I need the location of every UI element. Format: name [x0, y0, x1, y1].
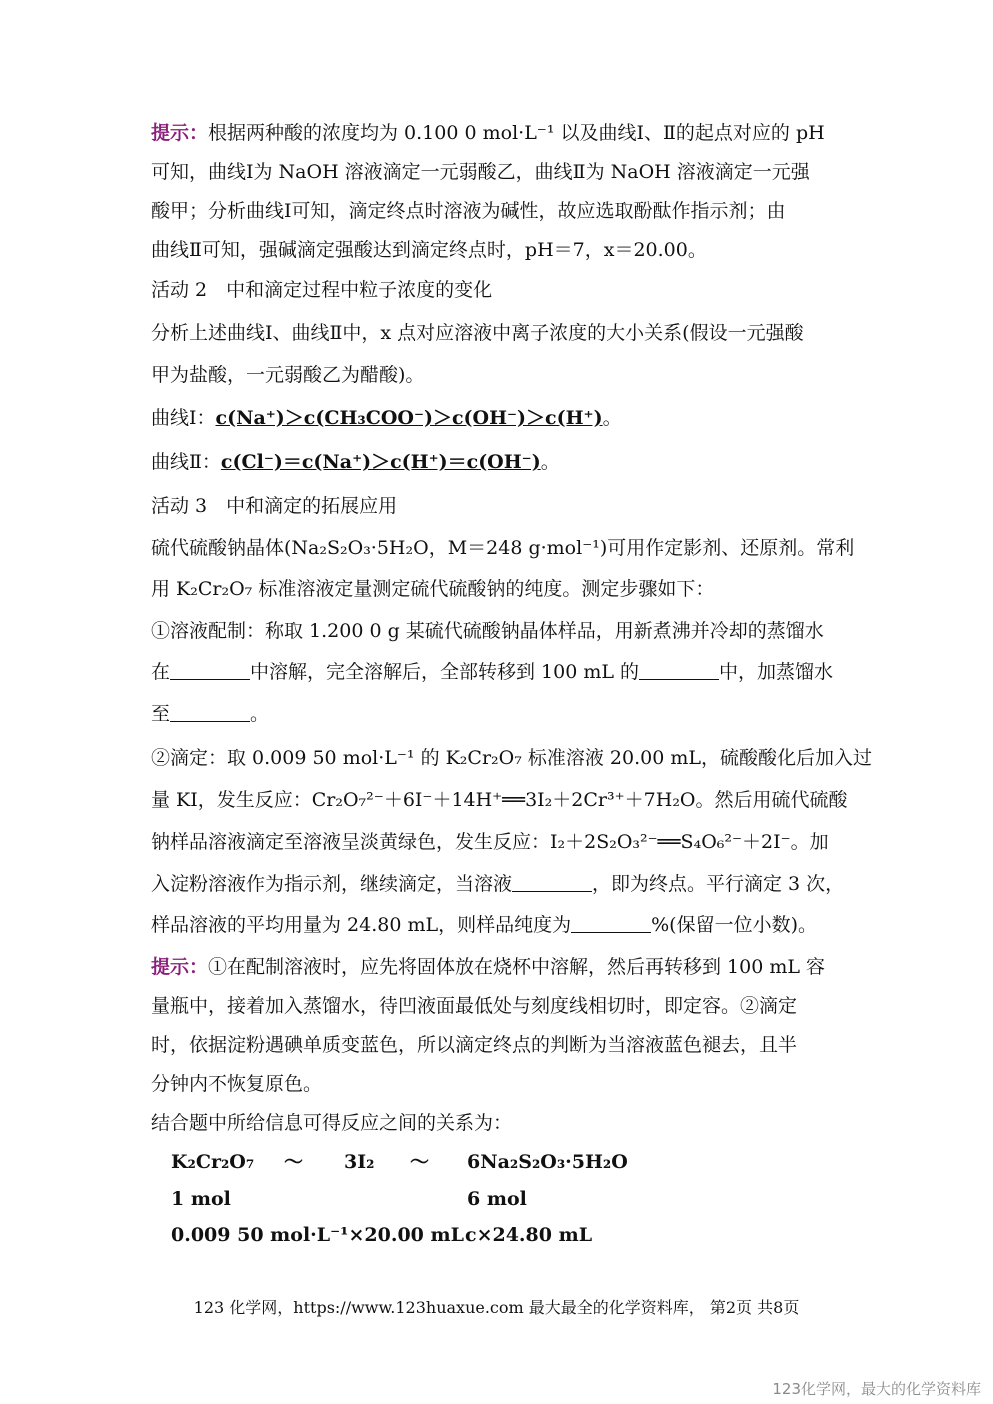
activity3-line-3: ①溶液配制：称取 1.200 0 g 某硫代硫酸钠晶体样品，用新煮沸并冷却的蒸馏水	[151, 620, 824, 642]
hint1-line-1	[151, 120, 851, 146]
hint2-line-1	[151, 954, 851, 980]
line4-b: 中溶解，完全溶解后，全部转移到 100 mL 的	[250, 661, 640, 683]
curve2-label: 曲线Ⅱ：	[151, 451, 221, 473]
relation-k2cr2o7: K₂Cr₂O₇	[171, 1151, 255, 1173]
answer-blank-2	[639, 661, 719, 680]
relation-tilde-1: ～	[284, 1151, 304, 1173]
hint2-label: 提示：	[151, 956, 209, 978]
activity3-line-7: 量 KI，发生反应：Cr₂O₇²⁻＋6I⁻＋14H⁺══3I₂＋2Cr³⁺＋7H₂O。然后用硫代硫酸	[151, 789, 848, 811]
activity3-line-4	[151, 659, 851, 685]
activity3-line-5	[151, 701, 851, 727]
watermark: 123化学网，最大的化学资料库	[772, 1380, 981, 1398]
activity3-line-8: 钠样品溶液滴定至溶液呈淡黄绿色，发生反应：I₂＋2S₂O₃²⁻══S₄O₆²⁻＋2I⁻。加	[151, 831, 829, 853]
line9-b: ，即为终点。平行滴定 3 次，	[592, 873, 845, 895]
relation-sample-amount: c×24.80 mL	[465, 1224, 593, 1246]
hint1-line-2: 可知，曲线Ⅰ为 NaOH 溶液滴定一元弱酸乙，曲线Ⅱ为 NaOH 溶液滴定一元强	[151, 161, 810, 183]
hint1-text-1: 根据两种酸的浓度均为 0.100 0 mol·L⁻¹ 以及曲线Ⅰ、Ⅱ的起点对应的 pH	[208, 122, 825, 144]
page-footer: 123 化学网，https://www.123huaxue.com 最大最全的化学资料库， 第2页 共8页	[193, 1298, 800, 1317]
line5-b: 。	[250, 703, 270, 725]
relation-k2cr2o7-amount: 0.009 50 mol·L⁻¹×20.00 mL	[171, 1224, 464, 1246]
answer-blank-4	[512, 873, 592, 892]
activity2-line-1: 分析上述曲线Ⅰ、曲线Ⅱ中，x 点对应溶液中离子浓度的大小关系(假设一元强酸	[151, 322, 804, 344]
answer-blank-1	[170, 661, 250, 680]
line4-c: 中，加蒸馏水	[719, 661, 834, 683]
hint1-line-4: 曲线Ⅱ可知，强碱滴定强酸达到滴定终点时，pH＝7，x＝20.00。	[151, 239, 707, 261]
hint1-label: 提示：	[151, 122, 209, 144]
activity3-line-1: 硫代硫酸钠晶体(Na₂S₂O₃·5H₂O，M＝248 g·mol⁻¹)可用作定影剂、还原剂。常利	[151, 537, 855, 559]
activity3-line-9	[151, 871, 851, 897]
hint2-line-5: 结合题中所给信息可得反应之间的关系为：	[151, 1112, 513, 1134]
activity3-line-6: ②滴定：取 0.009 50 mol·L⁻¹ 的 K₂Cr₂O₇ 标准溶液 20.00 mL，硫酸酸化后加入过	[151, 747, 872, 769]
relation-6mol: 6 mol	[467, 1188, 527, 1210]
relation-1mol: 1 mol	[171, 1188, 231, 1210]
line9-a: 入淀粉溶液作为指示剂，继续滴定，当溶液	[151, 873, 513, 895]
hint2-text-1: ①在配制溶液时，应先将固体放在烧杯中溶解，然后再转移到 100 mL 容	[208, 956, 826, 978]
answer-blank-5	[571, 914, 651, 933]
hint2-line-2: 量瓶中，接着加入蒸馏水，待凹液面最低处与刻度线相切时，即定容。②滴定	[151, 995, 798, 1017]
curve1-answer: c(Na⁺)＞c(CH₃COO⁻)＞c(OH⁻)＞c(H⁺)	[215, 407, 603, 429]
answer-blank-3	[170, 703, 250, 722]
line5-a: 至	[151, 703, 171, 725]
relation-na2s2o3: 6Na₂S₂O₃·5H₂O	[467, 1151, 628, 1173]
relation-tilde-2: ～	[410, 1151, 430, 1173]
activity2-line-2: 甲为盐酸，一元弱酸乙为醋酸)。	[151, 364, 425, 386]
curve1-end: 。	[602, 407, 622, 429]
curve2-answer: c(Cl⁻)＝c(Na⁺)＞c(H⁺)＝c(OH⁻)	[220, 451, 541, 473]
activity3-line-10	[151, 912, 851, 938]
curve1-line	[151, 405, 851, 431]
line4-a: 在	[151, 661, 171, 683]
curve1-label: 曲线Ⅰ：	[151, 407, 216, 429]
line10-b: %(保留一位小数)。	[651, 914, 817, 936]
activity3-line-2: 用 K₂Cr₂O₇ 标准溶液定量测定硫代硫酸钠的纯度。测定步骤如下：	[151, 578, 715, 600]
curve2-end: 。	[540, 451, 560, 473]
hint2-line-3: 时，依据淀粉遇碘单质变蓝色，所以滴定终点的判断为当溶液蓝色褪去，且半	[151, 1034, 798, 1056]
hint1-line-3: 酸甲；分析曲线Ⅰ可知，滴定终点时溶液为碱性，故应选取酚酞作指示剂；由	[151, 200, 786, 222]
curve2-line	[151, 449, 851, 475]
activity2-title: 活动 2 中和滴定过程中粒子浓度的变化	[151, 279, 493, 301]
activity3-title: 活动 3 中和滴定的拓展应用	[151, 495, 398, 517]
hint2-line-4: 分钟内不恢复原色。	[151, 1073, 323, 1095]
line10-a: 样品溶液的平均用量为 24.80 mL，则样品纯度为	[151, 914, 572, 936]
relation-i2: 3I₂	[344, 1151, 375, 1173]
